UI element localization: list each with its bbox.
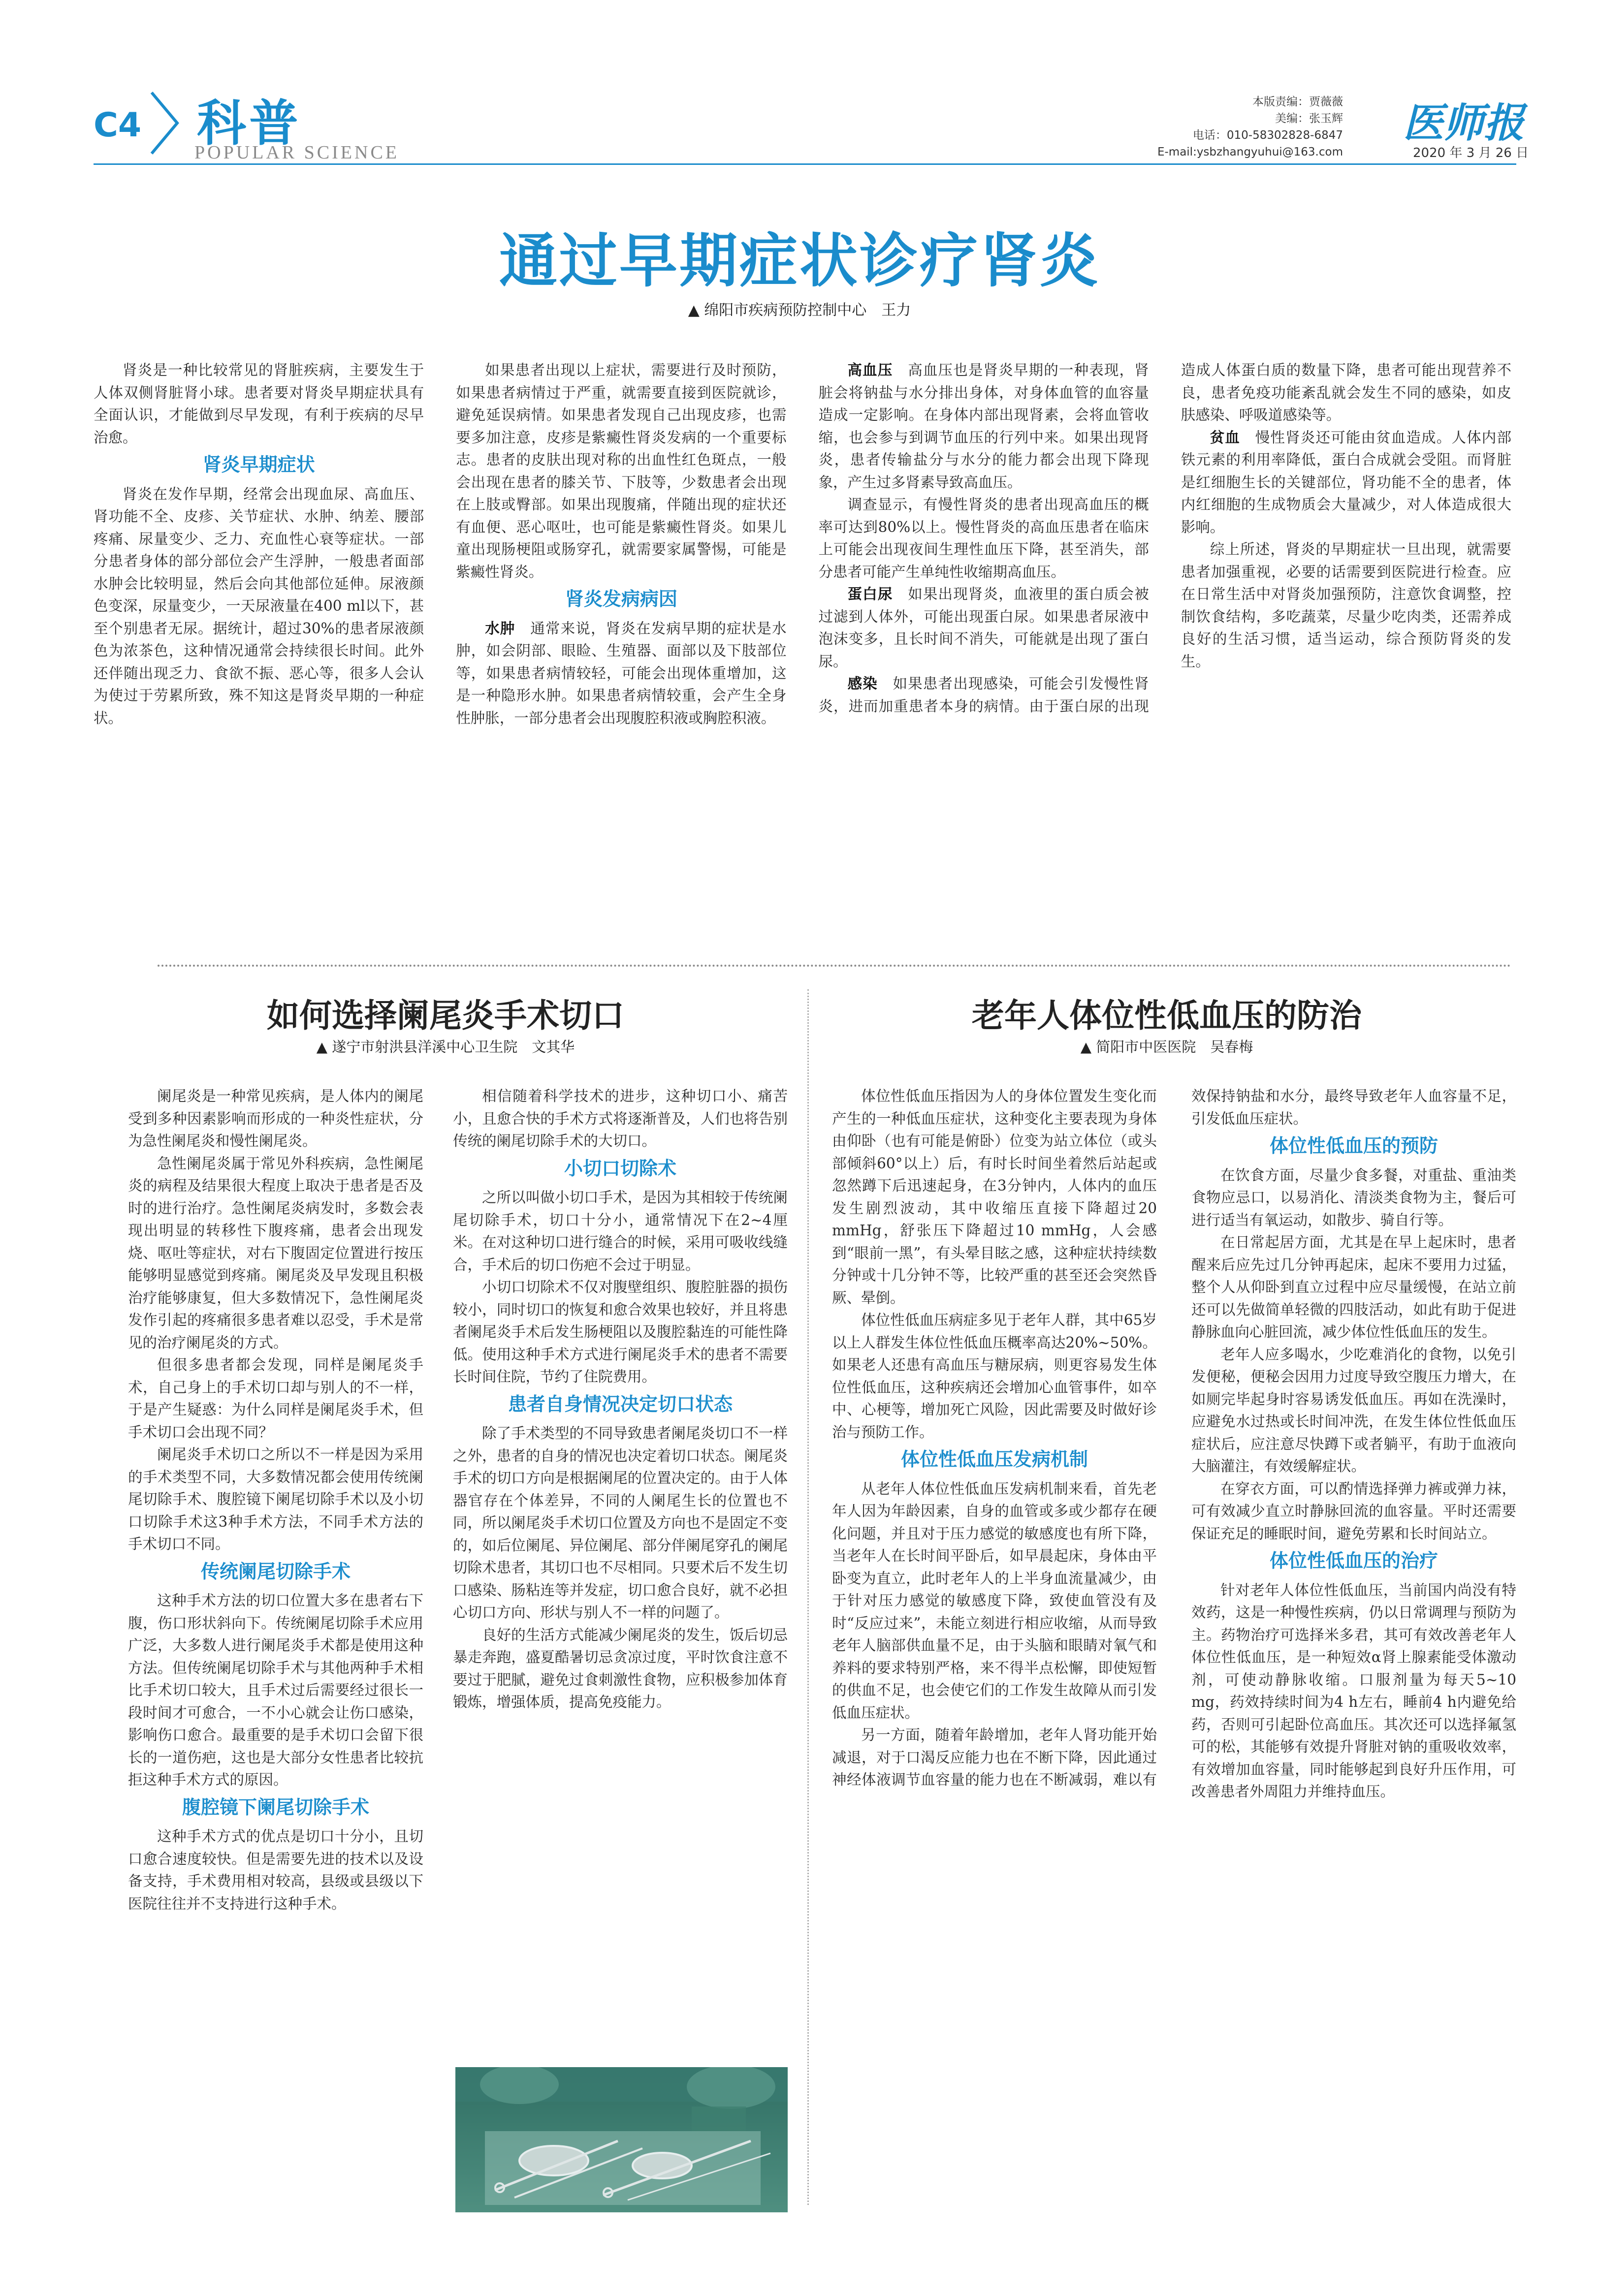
article1-conclusion: 综上所述，肾炎的早期症状一旦出现，就需要患者加强重视，必要的话需要到医院进行检查。应在日常生活中对肾炎加强预防，注意饮食调整，控制饮食结构，多吃蔬菜，尽量少吃肉类，还需养成良好的生活习惯，适当运动，综合预防肾炎的发生。 (1181, 541, 1511, 670)
article1-intro: 肾炎是一种比较常见的肾脏疾病，主要发生于人体双侧肾脏肾小球。患者要对肾炎早期症状具有全面认识，才能做到尽早发现，有利于疾病的尽早治愈。 (94, 362, 424, 446)
article1-para-edema: 水肿 通常来说，肾炎在发病早期的症状是水肿，如会阴部、眼睑、生殖器、面部以及下肢部位等，如果患者病情较轻，可能会出现体重增加，这是一种隐形水肿。如果患者病情较重，会产生全身性肿胀，一部分患者会出现腹腔积液或胸腔积液。 (456, 620, 787, 726)
credit-email: E-mail:ysbzhangyuhui@163.com (1157, 146, 1343, 158)
article1-para-anemia: 贫血 慢性肾炎还可能由贫血造成。人体内部铁元素的利用率降低，蛋白合成就会受阻。而肾脏是红细胞生长的关键部位，肾功能不全的患者，体内红细胞的生成物质会大量减少，对人体造成很大影响。 (1181, 429, 1511, 535)
article1-para-hypertension: 高血压 高血压也是肾炎早期的一种表现，肾脏会将钠盐与水分排出身体，对身体血管的血容量造成一定影响。在身体内部出现肾素，会将血管收缩，也会参与到调节血压的行列中来。如果出现肾炎，患者传输盐分与水分的能力都会出现下降现象，产生过多肾素导致高血压。 (818, 362, 1149, 491)
article1-para-proteinuria: 蛋白尿 如果出现肾炎，血液里的蛋白质会被过滤到人体外，可能出现蛋白尿。如果患者尿液中泡沫变多，且长时间不消失，可能就是出现了蛋白尿。 (818, 586, 1149, 670)
article3-para: 另一方面，随着年龄增加，老年人肾功能开始减退，对于口渴反应能力也在不断下降，因此通过神经体液调节血容量的能力也在不断减弱，难以有效保持钠盐和水分，最终导致老年人血容量不足，引发低血压症状。 (832, 1088, 1516, 1788)
article2-subhead-patient-condition: 患者自身情况决定切口状态 (508, 1393, 733, 1415)
article3-para: 针对老年人体位性低血压，当前国内尚没有特效药，这是一种慢性疾病，仍以日常调理与预防为主。药物治疗可选择米多君，其可有效改善老年人体位性低血压，是一种短效α肾上腺素能受体激动剂，可使动静脉收缩。口服剂量为每天5~10 mg，药效持续时间为4 h左右，睡前4 h内避免给药，否则可引起卧位高血压。其次还可以选择氟氢可的松，其能够有效提升肾脏对钠的重吸收效率，有效增加血容量，同时能够起到良好升压作用，可改善患者外周阻力并维持血压。 (1191, 1581, 1516, 1800)
article2-byline: ▲ 遂宁市射洪县洋溪中心卫生院 文其华 (316, 1038, 575, 1055)
article3-byline: ▲ 简阳市中医医院 吴春梅 (1080, 1038, 1253, 1055)
article1-subhead-symptoms: 肾炎早期症状 (202, 454, 315, 475)
article1-para: 如果患者出现以上症状，需要进行及时预防，如果患者病情过于严重，就需要直接到医院就诊，避免延误病情。如果患者发现自己出现皮疹，也需要多加注意，皮疹是紫癜性肾炎发病的一个重要标志。患者的皮肤出现对称的出血性红色斑点，一般会出现在患者的膝关节、下肢等，少数患者会出现在上肢或臀部。如果出现腹痛，伴随出现的症状还有血便、恶心呕吐，也可能是紫癜性肾炎。如果儿童出现肠梗阻或肠穿孔，就需要家属警惕，可能是紫癜性肾炎。 (456, 362, 787, 580)
article2-column-1 (128, 1085, 423, 2207)
article1-body (94, 359, 1511, 945)
article2-para: 良好的生活方式能减少阑尾炎的发生，饭后切忌暴走奔跑，盛夏酷暑切忌贪凉过度，平时饮食注意不要过于肥腻，避免过食刺激性食物，应积极参加体育锻炼，增强体质，提高免疫能力。 (453, 1626, 788, 1710)
article2-para: 这种手术方法的切口位置大多在患者右下腹，伤口形状斜向下。传统阑尾切除手术应用广泛，大多数人进行阑尾炎手术都是使用这种方法。但传统阑尾切除手术与其他两种手术相比手术切口较大，且手术过后需要经过很长一段时间才可愈合，一不小心就会让伤口感染，影响伤口愈合。最重要的是手术切口会留下很长的一道伤疤，这也是大部分女性患者比较抗拒这种手术方式的原因。 (128, 1592, 423, 1788)
article2-para: 相信随着科学技术的进步，这种切口小、痛苦小，且愈合快的手术方式将逐渐普及，人们也将告别传统的阑尾切除手术的大切口。 (453, 1088, 788, 1149)
keyword-proteinuria: 蛋白尿 (847, 586, 893, 602)
article3-subhead-treatment: 体位性低血压的治疗 (1269, 1550, 1438, 1572)
publication-date: 2020 年 3 月 26 日 (1413, 146, 1529, 160)
section-subtitle-en: POPULAR SCIENCE (194, 142, 399, 163)
article2-subhead-traditional: 传统阑尾切除手术 (200, 1560, 351, 1582)
keyword-hypertension: 高血压 (847, 362, 893, 378)
article3-subhead-prevention: 体位性低血压的预防 (1269, 1135, 1438, 1157)
article2-para: 小切口切除术不仅对腹壁组织、腹腔脏器的损伤较小，同时切口的恢复和愈合效果也较好，并且将患者阑尾炎手术后发生肠梗阻以及腹腔黏连的可能性降低。使用这种手术方式进行阑尾炎手术的患者不需要长时间住院，节约了住院费用。 (453, 1279, 788, 1385)
article2-para: 除了手术类型的不同导致患者阑尾炎切口不一样之外，患者的自身的情况也决定着切口状态。阑尾炎手术的切口方向是根据阑尾的位置决定的。由于人体器官存在个体差异，不同的人阑尾生长的位置也不同，所以阑尾炎手术切口位置及方向也不是固定不变的，如后位阑尾、异位阑尾、部分伴阑尾穿孔的阑尾切除术患者，其切口也不尽相同。只要术后不发生切口感染、肠粘连等并发症，切口愈合良好，就不必担心切口方向、形状与别人不一样的问题了。 (453, 1425, 788, 1621)
article3-para: 体位性低血压病症多见于老年人群，其中65岁以上人群发生体位性低血压概率高达20%~50%。如果老人还患有高血压与糖尿病，则更容易发生体位性低血压，这种疾病还会增加心血管事件，如卒中、心梗等，增加死亡风险，因此需要及时做好诊治与预防工作。 (832, 1312, 1157, 1441)
article1-para-infection: 感染 如果患者出现感染，可能会引发慢性肾炎，进而加重患者本身的病情。由于蛋白尿的出现造成人体蛋白质的数量下降，患者可能出现营养不良，患者免疫功能紊乱就会发生不同的感染，如皮肤感染、呼吸道感染等。 (818, 362, 1511, 715)
article1-title: 通过早期症状诊疗肾炎 (499, 227, 1100, 295)
masthead (0, 0, 1599, 162)
article2-para: 阑尾炎是一种常见疾病，是人体内的阑尾受到多种因素影响而形成的一种炎性症状，分为急性阑尾炎和慢性阑尾炎。 (128, 1088, 423, 1149)
article2-column-2 (453, 1085, 788, 2070)
editor-credits (1157, 94, 1343, 160)
surgery-photo (455, 2067, 788, 2212)
article1-para: 肾炎在发作早期，经常会出现血尿、高血压、肾功能不全、皮疹、关节症状、水肿、纳差、腰部疼痛、尿量变少、乏力、充血性心衰等症状。一部分患者身体的部分部位会产生浮肿，一般患者面部水肿会比较明显，然后会向其他部位延伸。尿液颜色变深，尿量变少，一天尿液量在400 ml以下，甚至个别患者无尿。据统计，超过30%的患者尿液颜色为浓茶色，这种情况通常会持续很长时间。此外还伴随出现乏力、食欲不振、恶心等，很多人会认为使过于劳累所致，殊不知这是肾炎早期的一种症状。 (94, 485, 424, 726)
page-number: C4 (94, 106, 142, 145)
keyword-edema: 水肿 (485, 620, 515, 637)
credit-editor: 本版责编：贾薇薇 (1252, 95, 1343, 108)
article2-para: 之所以叫做小切口手术，是因为其相较于传统阑尾切除手术，切口十分小，通常情况下在2~4厘米。在对这种切口进行缝合的时候，采用可吸收线缝合，手术后的切口伤疤不会过于明显。 (453, 1189, 788, 1273)
article2-subhead-small-incision: 小切口切除术 (564, 1157, 676, 1179)
article3-para: 体位性低血压指因为人的身体位置发生变化而产生的一种低血压症状，这种变化主要表现为身体由仰卧（也有可能是俯卧）位变为站立体位（或头部倾斜60°以上）后，有时长时间坐着然后站起或忽然蹲下后迅速起身，在3分钟内，人体内的血压发生剧烈波动，其中收缩压直接下降超过20 mmHg，舒张压下降超过10 mmHg，人会感到“眼前一黑”，有头晕目眩之感，这种症状持续数分钟或十几分钟不等，比较严重的甚至还会突然昏厥、晕倒。 (832, 1088, 1157, 1306)
article3-title: 老年人体位性低血压的防治 (972, 997, 1362, 1035)
article2-title: 如何选择阑尾炎手术切口 (267, 997, 624, 1035)
article2-para: 但很多患者都会发现，同样是阑尾炎手术，自己身上的手术切口却与别人的不一样，于是产生疑惑：为什么同样是阑尾炎手术，但手术切口会出现不同？ (128, 1356, 423, 1441)
article3-body (832, 1085, 1516, 2212)
section-title: 科普 (197, 94, 301, 152)
article3-para: 在饮食方面，尽量少食多餐，对重盐、重油类食物应忌口，以易消化、清淡类食物为主，餐后可进行适当有氧运动，如散步、骑自行等。 (1191, 1166, 1516, 1228)
masthead-divider (94, 163, 1516, 165)
article3-para: 老年人应多喝水，少吃难消化的食物，以免引发便秘，便秘会因用力过度导致空腹压力增大，在如厕完毕起身时容易诱发低血压。再如在洗澡时，应避免水过热或长时间冲洗，在发生体位性低血压症状后，应注意尽快蹲下或者躺平，有助于血液向大脑灌注，有效缓解症状。 (1191, 1346, 1516, 1475)
article1-para: 调查显示，有慢性肾炎的患者出现高血压的概率可达到80%以上。慢性肾炎的高血压患者在临床上可能会出现夜间生理性血压下降，甚至消失，部分患者可能产生单纯性收缩期高血压。 (818, 496, 1149, 580)
article1-subhead-causes: 肾炎发病病因 (565, 588, 677, 610)
article3-para: 从老年人体位性低血压发病机制来看，首先老年人因为年龄因素，自身的血管或多或少都存在硬化问题，并且对于压力感觉的敏感度也有所下降，当老年人在长时间平卧后，如早晨起床，身体由平卧变为直立，此时老年人的上半身血流量减少，由于针对压力感觉的敏感度下降，致使血管没有及时“反应过来”，未能立刻进行相应收缩，从而导致老年人脑部供血量不足，由于头脑和眼睛对氧气和养料的要求特别严格，来不得半点松懈，即使短暂的供血不足，也会使它们的工作发生故障从而引发低血压症状。 (832, 1480, 1157, 1721)
newspaper-logo: 医师报 (1403, 99, 1524, 147)
keyword-infection: 感染 (847, 675, 878, 692)
article2-para: 这种手术方式的优点是切口十分小，且切口愈合速度较快。但是需要先进的技术以及设备支持，手术费用相对较高，县级或县级以下医院往往并不支持进行这种手术。 (128, 1828, 423, 1912)
surgical-instruments-image (455, 2067, 788, 2212)
article3-para: 在穿衣方面，可以酌情选择弹力裤或弹力袜，可有效减少直立时静脉回流的血容量。平时还需要保证充足的睡眠时间，避免劳累和长时间站立。 (1191, 1480, 1516, 1542)
article3-para: 在日常起居方面，尤其是在早上起床时，患者醒来后应先过几分钟再起床，起床不要用力过猛，整个人从仰卧到直立过程中应尽量缓慢，在站立前还可以先做简单轻微的四肢活动，如此有助于促进静脉血向心脏回流，减少体位性低血压的发生。 (1191, 1234, 1516, 1340)
article1-byline: ▲ 绵阳市疾病预防控制中心 王力 (688, 302, 911, 319)
article3-subhead-mechanism: 体位性低血压发病机制 (900, 1448, 1088, 1470)
chevron-right-icon (148, 89, 182, 157)
article2-subhead-laparoscopic: 腹腔镜下阑尾切除手术 (182, 1796, 369, 1818)
keyword-anemia: 贫血 (1210, 429, 1241, 446)
credit-designer: 美编：张玉辉 (1275, 112, 1343, 125)
article2-para: 阑尾炎手术切口之所以不一样是因为采用的手术类型不同，大多数情况都会使用传统阑尾切除手术、腹腔镜下阑尾切除手术以及小切口切除手术这3种手术方法，不同手术方法的手术切口不同。 (128, 1446, 423, 1552)
section-divider (158, 965, 1511, 967)
article2-para: 急性阑尾炎属于常见外科疾病，急性阑尾炎的病程及结果很大程度上取决于患者是否及时的进行治疗。急性阑尾炎病发时，多数会表现出明显的转移性下腹疼痛，患者会出现发烧、呕吐等症状，对右下腹固定位置进行按压能够明显感觉到疼痛。阑尾炎及早发现且积极治疗能够康复，但大多数情况下，急性阑尾炎发作引起的疼痛很多患者难以忍受，手术是常见的治疗阑尾炎的方式。 (128, 1155, 423, 1351)
credit-phone: 电话：010-58302828-6847 (1192, 129, 1343, 142)
column-separator (807, 989, 809, 2205)
